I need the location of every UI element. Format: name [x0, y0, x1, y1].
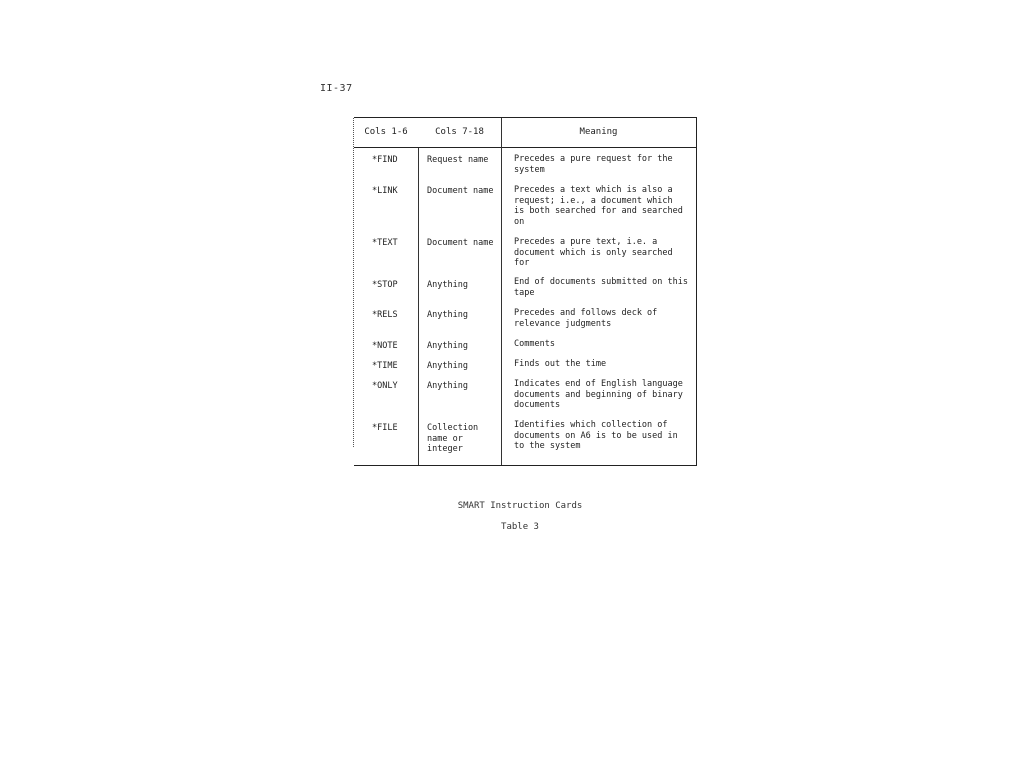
header-meaning: Meaning: [579, 127, 618, 137]
instruction-table: [354, 117, 697, 466]
row-field: Anything: [427, 310, 468, 320]
header-rule: [354, 147, 696, 148]
table-left-edge: [353, 118, 354, 447]
row-field: Anything: [427, 361, 468, 371]
column-divider-1: [418, 148, 419, 465]
row-field: Document name: [427, 186, 494, 196]
row-meaning: End of documents submitted on this tape: [514, 277, 688, 298]
row-meaning: Identifies which collection of documents on A6 is to be used in to the system: [514, 420, 678, 451]
row-meaning: Finds out the time: [514, 359, 607, 369]
row-code: *STOP: [372, 280, 398, 290]
row-meaning: Precedes a pure request for the system: [514, 154, 673, 175]
row-field: Anything: [427, 341, 468, 351]
row-field: Anything: [427, 280, 468, 290]
header-cols-7-18: Cols 7-18: [435, 127, 484, 137]
caption-table-label: Table 3: [501, 522, 539, 532]
row-code: *FIND: [372, 155, 398, 165]
column-divider-2: [501, 118, 502, 465]
row-meaning: Precedes and follows deck of relevance judgments: [514, 308, 658, 329]
row-meaning: Comments: [514, 339, 555, 349]
row-code: *NOTE: [372, 341, 398, 351]
row-field: Request name: [427, 155, 489, 165]
row-code: *ONLY: [372, 381, 398, 391]
header-cols-1-6: Cols 1-6: [364, 127, 408, 137]
page-number: II-37: [320, 83, 353, 94]
row-field: Document name: [427, 238, 494, 248]
row-code: *RELS: [372, 310, 398, 320]
caption-title: SMART Instruction Cards: [457, 501, 583, 511]
row-field: Anything: [427, 381, 468, 391]
row-meaning: Indicates end of English language documents and beginning of binary documents: [514, 379, 683, 410]
row-code: *LINK: [372, 186, 398, 196]
row-meaning: Precedes a text which is also a request; i.e., a document which is both searched for and searched on: [514, 185, 683, 227]
row-field: Collection name or integer: [427, 423, 479, 454]
row-code: *TEXT: [372, 238, 398, 248]
row-code: *FILE: [372, 423, 398, 433]
row-meaning: Precedes a pure text, i.e. a document which is only searched for: [514, 237, 673, 268]
row-code: *TIME: [372, 361, 398, 371]
